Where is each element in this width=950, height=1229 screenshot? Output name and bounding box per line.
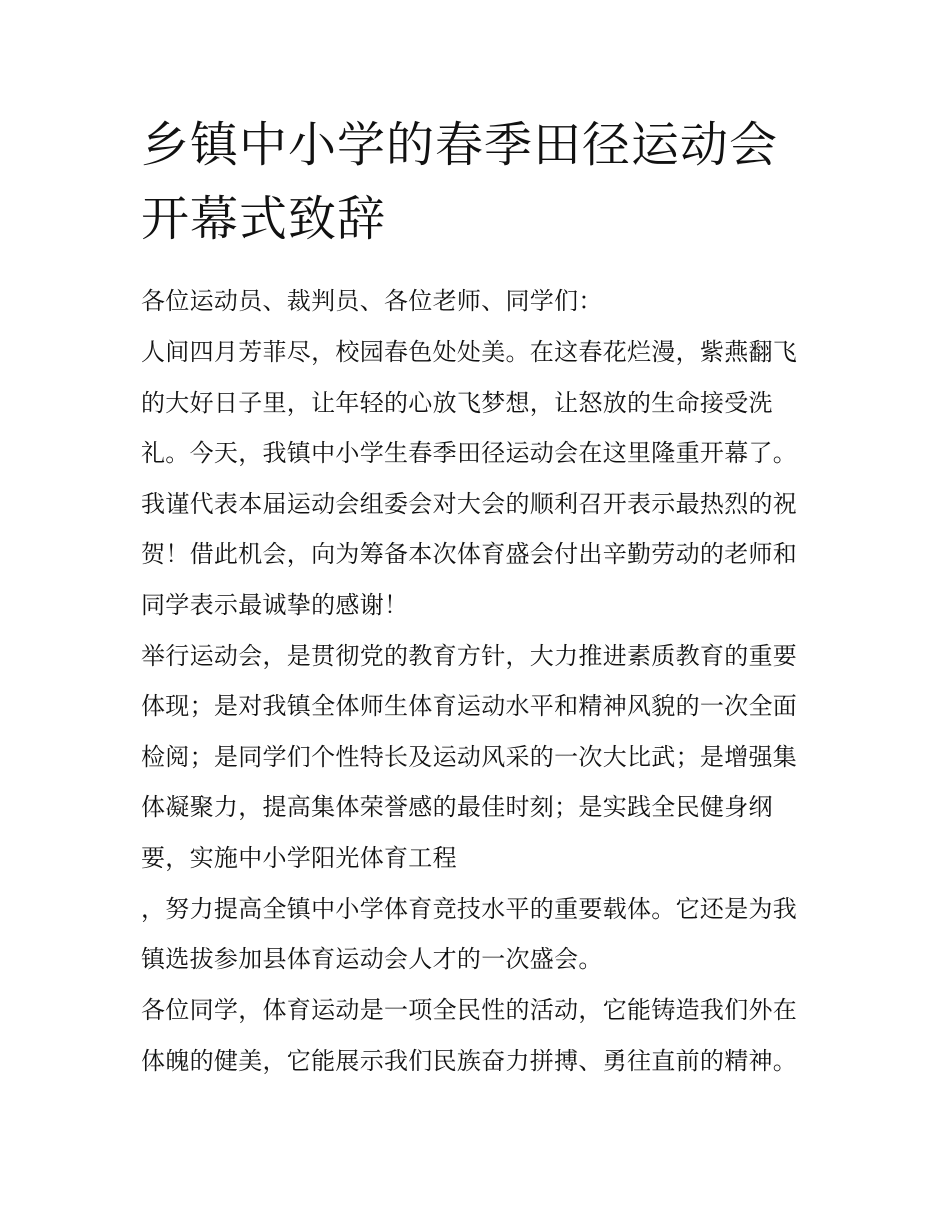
- body-line-9: 检阅；是同学们个性特长及运动风采的一次大比武；是增强集: [141, 743, 798, 771]
- body-line-2: 的大好日子里，让年轻的心放飞梦想，让怒放的生命接受洗: [141, 389, 773, 417]
- body-line-6: 同学表示最诚挚的感谢！: [141, 591, 409, 619]
- body-line-5: 贺！借此机会，向为筹备本次体育盛会付出辛勤劳动的老师和: [141, 540, 798, 568]
- title-line-1: 乡镇中小学的春季田径运动会: [141, 117, 779, 173]
- body-line-14: 各位同学，体育运动是一项全民性的活动，它能铸造我们外在: [141, 996, 798, 1024]
- salutation-line: 各位运动员、裁判员、各位老师、同学们：: [141, 287, 603, 315]
- body-line-8: 体现；是对我镇全体师生体育运动水平和精神风貌的一次全面: [141, 692, 798, 720]
- document-title: [141, 108, 821, 256]
- body-line-10: 体凝聚力，提高集体荣誉感的最佳时刻；是实践全民健身纲: [141, 793, 773, 821]
- title-line-2: 开幕式致辞: [141, 191, 387, 247]
- body-line-1: 人间四月芳菲尽，校园春色处处美。在这春花烂漫，紫燕翻飞: [141, 338, 798, 366]
- body-line-4: 我谨代表本届运动会组委会对大会的顺利召开表示最热烈的祝: [141, 490, 798, 518]
- body-line-11: 要，实施中小学阳光体育工程: [141, 844, 457, 872]
- body-line-7: 举行运动会，是贯彻党的教育方针，大力推进素质教育的重要: [141, 642, 798, 670]
- body-line-13: 镇选拔参加县体育运动会人才的一次盛会。: [141, 945, 603, 973]
- body-line-3: 礼。今天，我镇中小学生春季田径运动会在这里隆重开幕了。: [141, 439, 798, 467]
- body-line-15: 体魄的健美，它能展示我们民族奋力拼搏、勇往直前的精神。: [141, 1047, 798, 1075]
- body-line-12: ，努力提高全镇中小学体育竞技水平的重要载体。它还是为我: [141, 895, 798, 923]
